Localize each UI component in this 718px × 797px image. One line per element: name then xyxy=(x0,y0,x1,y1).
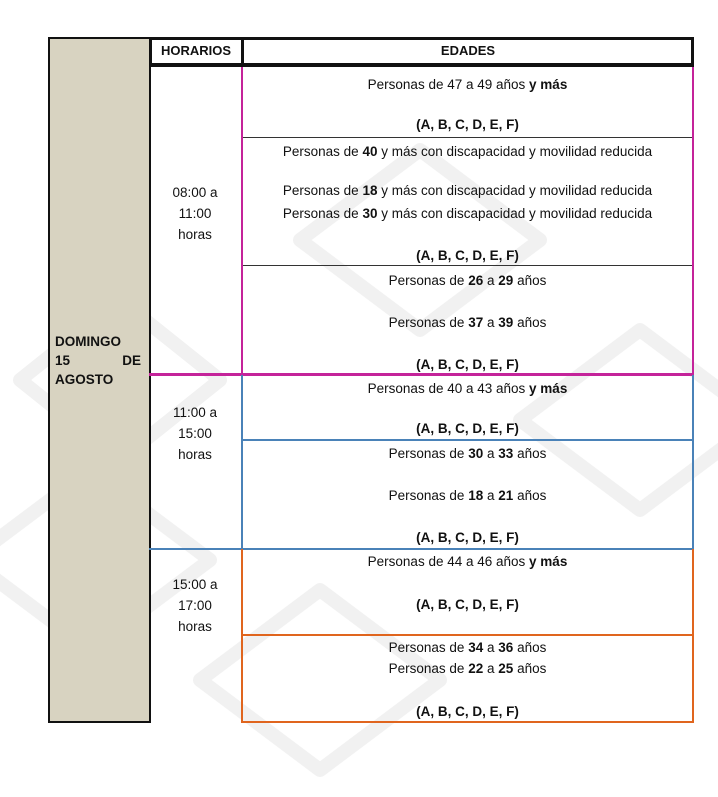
age-line: Personas de 44 a 46 años y más xyxy=(367,554,568,569)
vaccine-codes: (A, B, C, D, E, F) xyxy=(416,357,519,372)
time-slot-3 xyxy=(149,574,241,637)
vaccine-codes: (A, B, C, D, E, F) xyxy=(416,117,519,132)
time-slot-1-end: 11:00 xyxy=(178,206,212,221)
time-slot-1-start: 08:00 a xyxy=(172,185,218,200)
time-slot-1-unit: horas xyxy=(178,227,212,242)
slot-1-content xyxy=(243,68,692,372)
age-line: Personas de 30 y más con discapacidad y movilidad reducida xyxy=(282,206,653,221)
slot-2-content xyxy=(243,376,692,546)
age-line: Personas de 47 a 49 años y más xyxy=(367,77,568,92)
day-prep: DE xyxy=(122,353,141,368)
vaccine-codes: (A, B, C, D, E, F) xyxy=(416,421,519,436)
time-slot-3-unit: horas xyxy=(178,619,212,634)
age-line: Personas de 40 a 43 años y más xyxy=(367,381,568,396)
age-line: Personas de 26 a 29 años xyxy=(388,273,547,288)
age-line: Personas de 34 a 36 años xyxy=(388,640,547,655)
day-label-line3: AGOSTO xyxy=(55,372,114,387)
day-label-line2 xyxy=(55,351,141,370)
slot-3-content xyxy=(243,550,692,720)
time-slot-2-start: 11:00 a xyxy=(172,405,218,420)
vaccine-codes: (A, B, C, D, E, F) xyxy=(416,530,519,545)
age-line: Personas de 37 a 39 años xyxy=(388,315,547,330)
time-slot-3-start: 15:00 a xyxy=(172,577,218,592)
time-slot-2-end: 15:00 xyxy=(178,426,212,441)
day-number: 15 xyxy=(55,353,71,368)
age-line: Personas de 30 a 33 años xyxy=(388,446,547,461)
time-slot-3-end: 17:00 xyxy=(178,598,212,613)
age-line: Personas de 18 a 21 años xyxy=(388,488,547,503)
time-slot-2-unit: horas xyxy=(178,447,212,462)
time-slot-2 xyxy=(149,402,241,465)
day-label xyxy=(55,332,141,389)
vaccine-codes: (A, B, C, D, E, F) xyxy=(416,704,519,719)
age-line: Personas de 18 y más con discapacidad y movilidad reducida xyxy=(282,183,653,198)
age-line: Personas de 40 y más con discapacidad y movilidad reducida xyxy=(282,144,653,159)
day-label-line1: DOMINGO xyxy=(55,334,121,349)
vaccine-codes: (A, B, C, D, E, F) xyxy=(416,597,519,612)
vaccine-codes: (A, B, C, D, E, F) xyxy=(416,248,519,263)
header-edades: EDADES xyxy=(440,43,496,58)
header-horarios: HORARIOS xyxy=(160,43,232,58)
age-line: Personas de 22 a 25 años xyxy=(388,661,547,676)
time-slot-1 xyxy=(149,182,241,245)
